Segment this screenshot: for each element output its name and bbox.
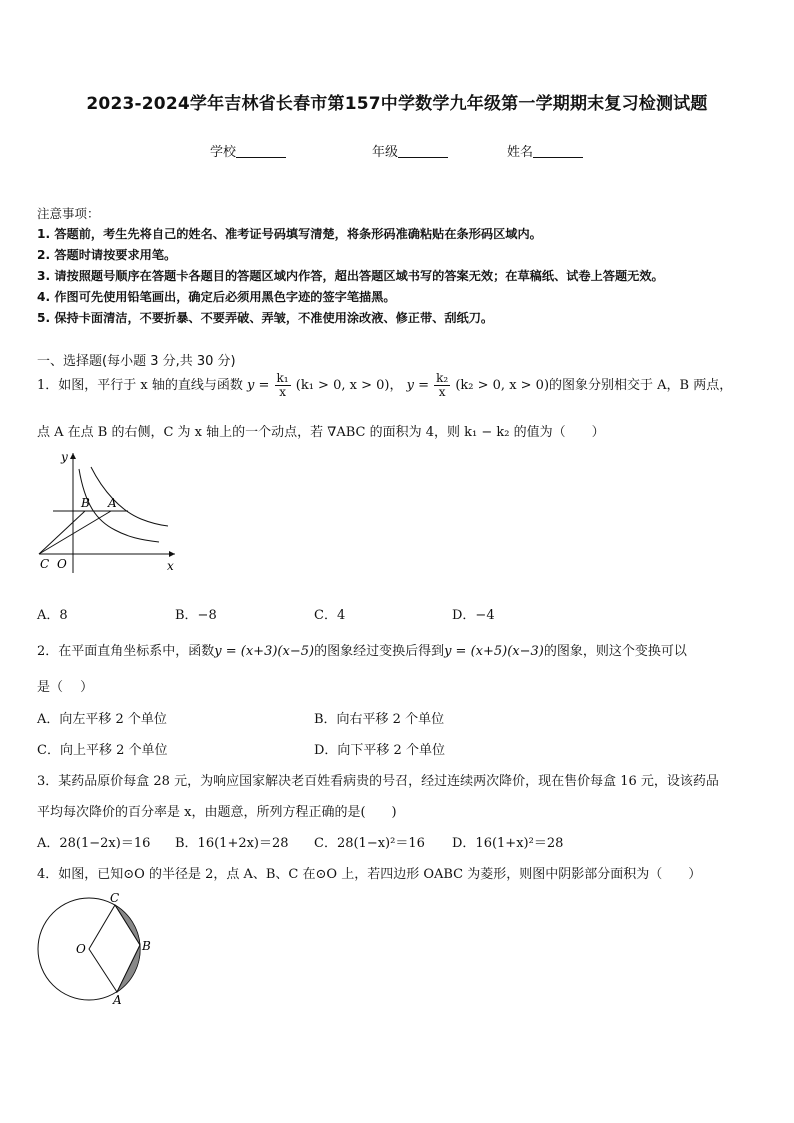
q2-line2: 是（ ） [37,680,94,695]
q2-text-b: 的图象经过变换后得到 [314,644,445,659]
q2-option-c: C．向上平移 2 个单位 [37,743,168,758]
q3-option-a: A．28(1−2x)＝16 [37,836,151,851]
school-field [210,141,286,160]
q2-func2: y = (x+5)(x−3) [444,644,544,659]
q1-func2-var: y = [406,378,429,393]
q1-func2-num: k₂ [436,371,449,385]
note-item: 3. 请按照题号顺序在答题卡各题目的答题区域内作答，超出答题区域书写的答案无效；在草稿纸、试卷上答题无效。 [37,269,664,283]
grade-field [372,141,448,160]
label-a: A [108,496,117,510]
label-y: y [61,450,68,464]
q1-figure [33,447,183,575]
q1-text-a: 1．如图，平行于 x 轴的直线与函数 [37,378,243,393]
q3-line2: 平均每次降价的百分率是 x，由题意，所列方程正确的是( ) [37,805,397,820]
label-c: C [110,891,120,905]
q1-func1-cond: (k₁ > 0, x > 0)， [295,378,403,393]
q1-line2: 点 A 在点 B 的右侧，C 为 x 轴上的一个动点，若 ∇ABC 的面积为 4，则 k₁ − k₂ 的值为（ ） [37,425,605,440]
curve-k1 [91,467,168,526]
grade-label: 年级 [372,145,399,160]
q3-option-b: B．16(1+2x)＝28 [175,836,289,851]
x-axis-arrow [169,551,175,557]
label-b: B [142,939,151,953]
label-o: O [57,557,67,571]
label-c: C [40,557,50,571]
q4-figure [33,888,163,1006]
q1-func1-den: x [279,385,286,399]
label-x: x [167,559,174,573]
q2-option-a: A．向左平移 2 个单位 [37,712,167,727]
label-b: B [81,496,90,510]
q2-option-b: B．向右平移 2 个单位 [314,712,445,727]
note-item: 1. 答题前，考生先将自己的姓名、准考证号码填写清楚，将条形码准确粘贴在条形码区域内。 [37,227,542,241]
note-item: 5. 保持卡面清洁，不要折暴、不要弄破、弄皱，不准使用涂改液、修正带、刮纸刀。 [37,311,494,325]
segment-ca [39,511,111,554]
rhombus-oabc [89,905,140,992]
q1-option-d: D．−4 [452,608,495,623]
q1-text-b: 的图象分别相交于 A，B 两点， [549,378,733,393]
segment-cb [39,511,85,554]
notes-heading: 注意事项： [37,206,100,221]
name-blank [533,145,583,158]
note-item: 4. 作图可先使用铅笔画出，确定后必须用黑色字迹的签字笔描黑。 [37,290,396,304]
q1-func1-num: k₁ [276,371,289,385]
school-label: 学校 [210,145,237,160]
q1-func1-fraction [275,372,291,399]
q1-option-c: C．4 [314,608,346,623]
y-axis-arrow [70,453,76,459]
q2-text-a: 2．在平面直角坐标系中，函数 [37,644,215,659]
q3-option-d: D．16(1+x)²＝28 [452,836,564,851]
name-field [507,141,583,160]
q3-line1: 3．某药品原价每盒 28 元，为响应国家解决老百姓看病贵的号召，经过连续两次降价，现在售价每盒 16 元，设该药品 [37,774,719,789]
q4-line1: 4．如图，已知⊙O 的半径是 2，点 A、B、C 在⊙O 上，若四边形 OABC 为菱形，则图中阴影部分面积为（ ） [37,867,702,882]
q2-line1 [37,640,687,659]
school-blank [236,145,286,158]
page-title: 2023-2024学年吉林省长春市第157中学数学九年级第一学期期末复习检测试题 [86,94,708,114]
q1-line1 [37,372,732,399]
q1-func1-var: y = [247,378,270,393]
section-heading: 一、选择题(每小题 3 分,共 30 分) [37,354,236,369]
label-a: A [113,993,122,1006]
q2-option-d: D．向下平移 2 个单位 [314,743,445,758]
q1-func2-den: x [438,385,446,399]
name-label: 姓名 [507,145,534,160]
q1-option-b: B．−8 [175,608,217,623]
q2-text-c: 的图象，则这个变换可以 [543,644,687,659]
label-o: O [76,942,86,956]
q1-option-a: A．8 [37,608,68,623]
q2-func1: y = (x+3)(x−5) [214,644,315,659]
q1-func2-fraction [434,372,450,399]
q3-option-c: C．28(1−x)²＝16 [314,836,425,851]
note-item: 2. 答题时请按要求用笔。 [37,248,177,262]
q1-func2-cond: (k₂ > 0, x > 0) [455,378,550,393]
grade-blank [398,145,448,158]
